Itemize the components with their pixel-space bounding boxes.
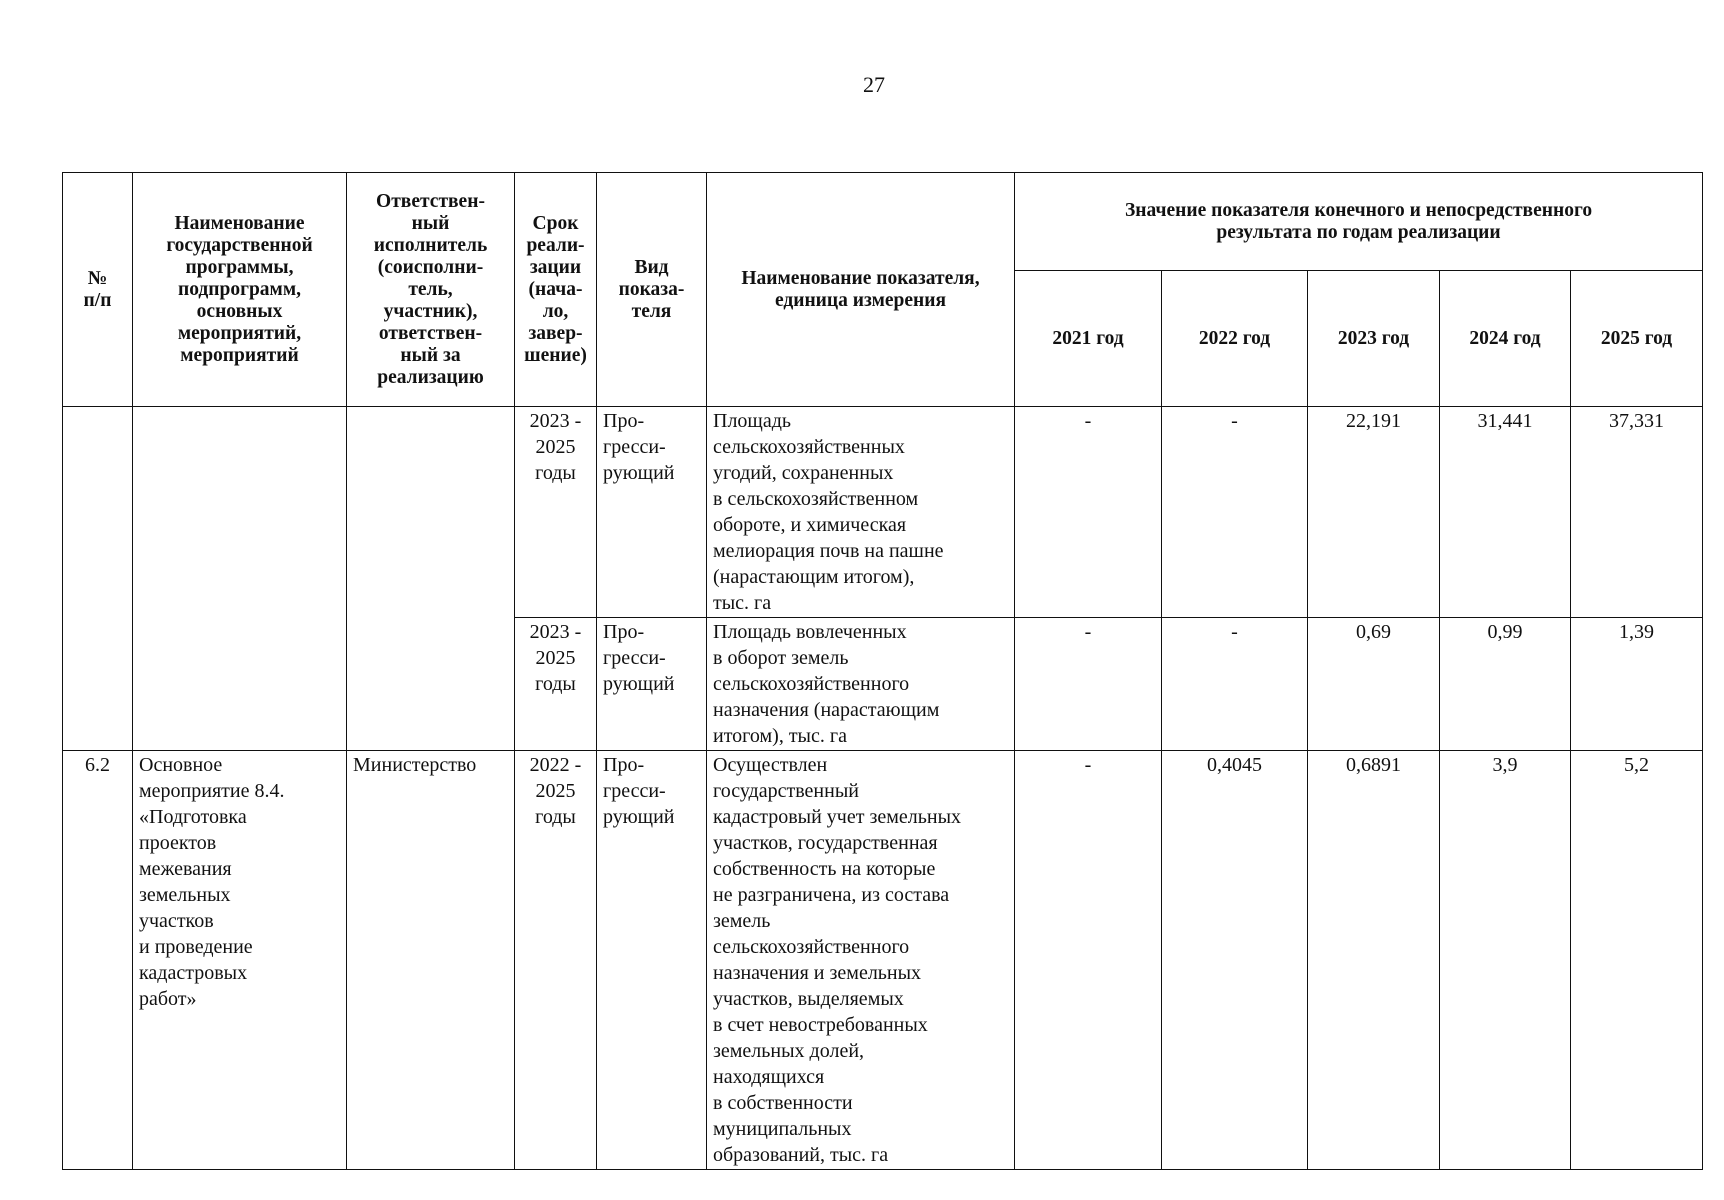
value-2022: 0,4045 (1162, 751, 1308, 1170)
header-year-2021: 2021 год (1015, 271, 1162, 407)
value-2023: 0,6891 (1308, 751, 1440, 1170)
value-2022: - (1162, 407, 1308, 618)
value-2023: 0,69 (1308, 618, 1440, 751)
value-2023: 22,191 (1308, 407, 1440, 618)
row-kind: Про- гресси- рующий (597, 618, 707, 751)
page-number: 27 (863, 72, 885, 97)
header-values-group: Значение показателя конечного и непосредственного результата по годам реализации (1015, 173, 1703, 271)
row-indicator: Площадь вовлеченных в оборот земель сельскохозяйственного назначения (нарастающим итогом), тыс. га (707, 618, 1015, 751)
header-num: № п/п (63, 173, 133, 407)
row-program: Основное мероприятие 8.4. «Подготовка проектов межевания земельных участков и проведение кадастровых работ» (133, 751, 347, 1170)
table-row (63, 751, 1703, 1170)
header-kind: Вид показа- теля (597, 173, 707, 407)
value-2021: - (1015, 407, 1162, 618)
value-2025: 37,331 (1571, 407, 1703, 618)
row-term: 2023 - 2025 годы (515, 618, 597, 751)
header-term: Срок реали- зации (нача- ло, завер- шение) (515, 173, 597, 407)
row-num-empty (63, 407, 133, 751)
header-year-2024: 2024 год (1440, 271, 1571, 407)
row-executor-empty (347, 407, 515, 751)
row-kind: Про- гресси- рующий (597, 407, 707, 618)
row-executor: Министерство (347, 751, 515, 1170)
indicators-table (62, 172, 1703, 1170)
header-program: Наименование государственной программы, подпрограмм, основных мероприятий, мероприятий (133, 173, 347, 407)
header-year-2023: 2023 год (1308, 271, 1440, 407)
header-indicator: Наименование показателя, единица измерения (707, 173, 1015, 407)
header-executor: Ответствен- ный исполнитель (соисполни- тель, участник), ответствен- ный за реализацию (347, 173, 515, 407)
header-year-2025: 2025 год (1571, 271, 1703, 407)
header-year-2022: 2022 год (1162, 271, 1308, 407)
row-indicator: Осуществлен государственный кадастровый учет земельных участков, государственная собственность на которые не разграничена, из состава земель сельскохозяйственного назначения и земельных участков, выделяемых в счет невостребованных земельных долей, находящихся в собственности муниципальных образований, тыс. га (707, 751, 1015, 1170)
table-row (63, 407, 1703, 618)
value-2021: - (1015, 751, 1162, 1170)
row-term: 2022 - 2025 годы (515, 751, 597, 1170)
row-kind: Про- гресси- рующий (597, 751, 707, 1170)
value-2022: - (1162, 618, 1308, 751)
value-2024: 0,99 (1440, 618, 1571, 751)
value-2021: - (1015, 618, 1162, 751)
row-program-empty (133, 407, 347, 751)
value-2024: 3,9 (1440, 751, 1571, 1170)
value-2025: 5,2 (1571, 751, 1703, 1170)
row-num: 6.2 (63, 751, 133, 1170)
row-indicator: Площадь сельскохозяйственных угодий, сохраненных в сельскохозяйственном обороте, и химическая мелиорация почв на пашне (нарастающим итогом), тыс. га (707, 407, 1015, 618)
value-2025: 1,39 (1571, 618, 1703, 751)
value-2024: 31,441 (1440, 407, 1571, 618)
row-term: 2023 - 2025 годы (515, 407, 597, 618)
